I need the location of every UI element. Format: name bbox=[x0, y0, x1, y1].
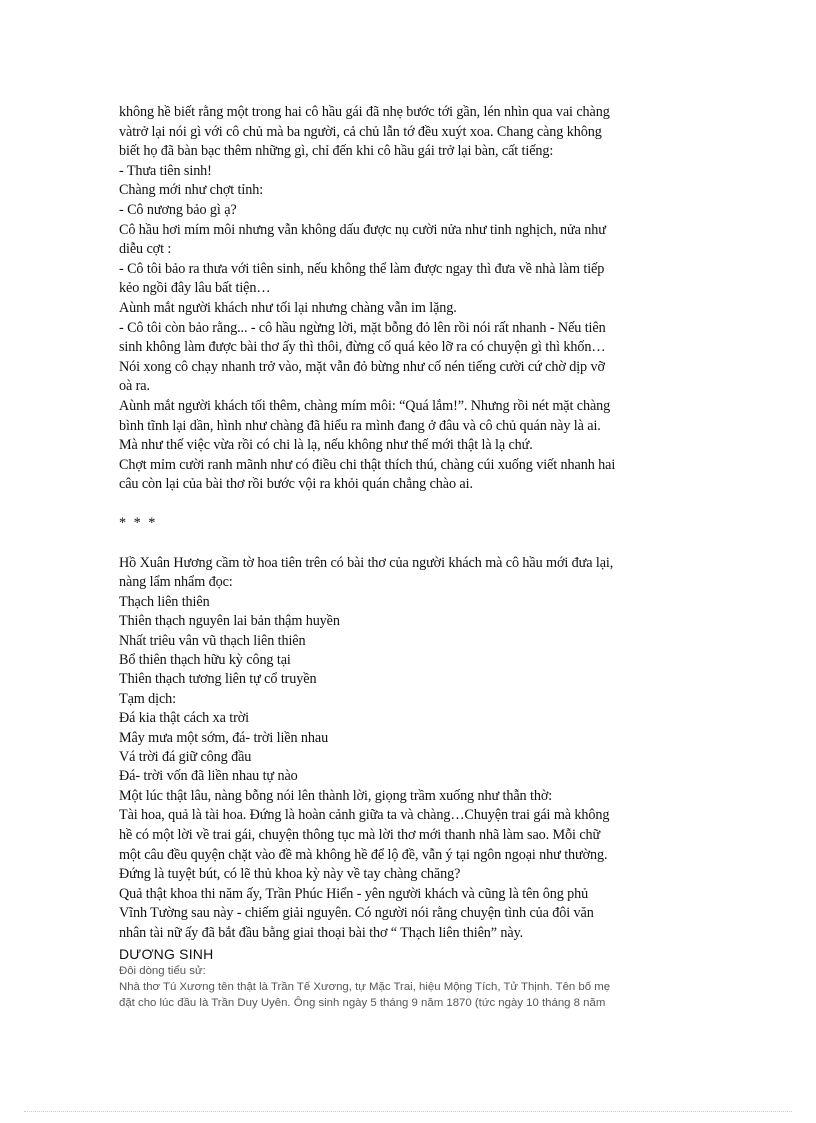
story-line: Cô hầu hơi mím môi nhưng vẫn không dấu được nụ cười nửa như tinh nghịch, nửa như bbox=[119, 221, 606, 238]
epilogue-closing bbox=[119, 787, 701, 944]
story-line: - Cô tôi còn bảo rằng... - cô hầu ngừng lời, mặt bỗng đỏ lên rồi nói rất nhanh - Nếu tiên bbox=[119, 319, 606, 336]
biography-line: đặt cho lúc đầu là Trần Duy Uyên. Ông sinh ngày 5 tháng 9 năm 1870 (tức ngày 10 tháng 8 năm bbox=[119, 997, 606, 1010]
story-line: diễu cợt : bbox=[119, 241, 172, 258]
story-line: sinh không làm được bài thơ ấy thì thôi, đừng cố quá kẻo lỡ ra có chuyện gì thì khốn… bbox=[119, 339, 606, 356]
story-line: Aùnh mắt người khách như tối lại nhưng chàng vẫn im lặng. bbox=[119, 299, 457, 316]
biography-line: Nhà thơ Tú Xương tên thật là Trần Tế Xương, tự Mặc Trai, hiệu Mộng Tích, Tử Thịnh. Tên bố mẹ bbox=[119, 980, 611, 993]
poem-line: Bổ thiên thạch hữu kỳ công tại bbox=[119, 652, 291, 669]
closing-line: nhân tài nữ ấy đã bắt đầu bằng giai thoại bài thơ “ Thạch liên thiên” này. bbox=[119, 924, 524, 941]
translation-line: Vá trời đá giữ công đầu bbox=[119, 748, 252, 765]
poem-block bbox=[119, 593, 701, 787]
translation-line: Mây mưa một sớm, đá- trời liền nhau bbox=[119, 729, 329, 746]
epilogue-intro bbox=[119, 554, 701, 593]
story-line: bình tĩnh lại dần, hình như chàng đã hiểu ra mình đang ở đâu và cô chủ quán này là ai. bbox=[119, 417, 601, 434]
story-line: câu còn lại của bài thơ rồi bước vội ra khỏi quán chẳng chào ai. bbox=[119, 476, 473, 493]
closing-line: Vĩnh Tường sau này - chiếm giải nguyên. Có người nói rằng chuyện tình của đôi văn bbox=[119, 905, 594, 922]
story-paragraphs bbox=[119, 103, 701, 495]
translation-line: Đá- trời vốn đã liền nhau tự nào bbox=[119, 768, 298, 785]
translation-line: Đá kia thật cách xa trời bbox=[119, 710, 249, 727]
poem-line: Nhất triêu vân vũ thạch liên thiên bbox=[119, 632, 306, 649]
closing-line: một câu đều quyện chặt vào đề mà không hề để lộ đề, vẫn ý tại ngôn ngoại như thường. bbox=[119, 846, 608, 863]
story-line: kẻo ngồi đây lâu bất tiện… bbox=[119, 280, 271, 297]
story-line: Mà như thế việc vừa rồi có chi là lạ, nếu không như thế mới thật là lạ chứ. bbox=[119, 437, 533, 454]
author-signature: DƯƠNG SINH bbox=[119, 945, 214, 962]
story-line: - Cô nương bảo gì ạ? bbox=[119, 201, 237, 218]
epilogue-line: Hồ Xuân Hương cầm tờ hoa tiên trên có bài thơ của người khách mà cô hầu mới đưa lại, bbox=[119, 554, 614, 571]
page-bottom-divider bbox=[24, 1111, 792, 1112]
story-line: biết họ đã bàn bạc thêm những gì, chỉ đến khi cô hầu gái trở lại bàn, cất tiếng: bbox=[119, 143, 554, 160]
story-line: - Cô tôi bảo ra thưa với tiên sinh, nếu không thể làm được ngay thì đưa về nhà làm tiếp bbox=[119, 260, 605, 277]
story-line: - Thưa tiên sinh! bbox=[119, 162, 212, 179]
poem-line: Thiên thạch nguyên lai bản thậm huyền bbox=[119, 613, 340, 630]
story-line: vàtrở lại nói gì với cô chủ mà ba người, cả chủ lẫn tớ đều xuýt xoa. Chang càng không bbox=[119, 123, 602, 140]
closing-line: Tài hoa, quả là tài hoa. Đứng là hoàn cảnh giữa ta và chàng…Chuyện trai gái mà không bbox=[119, 807, 610, 824]
section-separator: * * * bbox=[119, 515, 158, 532]
blank-line bbox=[119, 495, 701, 515]
story-line: Aùnh mắt người khách tối thêm, chàng mím môi: “Quá lắm!”. Nhưng rồi nét mặt chàng bbox=[119, 397, 611, 414]
story-line: Chợt mỉm cười ranh mãnh như có điều chi thật thích thú, chàng cúi xuống viết nhanh hai bbox=[119, 456, 616, 473]
poem-line: Thiên thạch tương liên tự cổ truyền bbox=[119, 671, 317, 688]
closing-line: Quả thật khoa thi năm ấy, Trần Phúc Hiển - yên người khách và cũng là tên ông phủ bbox=[119, 885, 589, 902]
closing-line: Đứng là tuyệt bút, có lẽ thủ khoa kỳ này về tay chàng chăng? bbox=[119, 866, 461, 883]
closing-line: Một lúc thật lâu, nàng bỗng nói lên thành lời, giọng trầm xuống như thẫn thờ: bbox=[119, 787, 553, 804]
biography-section bbox=[119, 963, 701, 1012]
biography-heading: Đôi dòng tiểu sử: bbox=[119, 964, 206, 977]
document-body bbox=[119, 103, 701, 1012]
blank-line bbox=[119, 534, 701, 554]
translation-label: Tạm dịch: bbox=[119, 690, 177, 707]
poem-title: Thạch liên thiên bbox=[119, 593, 210, 610]
epilogue-line: nàng lẩm nhẩm đọc: bbox=[119, 574, 233, 591]
story-line: không hề biết rằng một trong hai cô hầu gái đã nhẹ bước tới gần, lén nhìn qua vai chàng bbox=[119, 104, 610, 120]
closing-line: hề có một lời về trai gái, chuyện thông tục mà lời thơ mới thanh nhã làm sao. Mỗi chữ bbox=[119, 826, 601, 843]
story-line: oà ra. bbox=[119, 378, 150, 395]
story-line: Nói xong cô chạy nhanh trở vào, mặt vẫn đỏ bừng như cố nén tiếng cười cứ chờ dịp vỡ bbox=[119, 358, 605, 375]
story-line: Chàng mới như chợt tỉnh: bbox=[119, 182, 264, 199]
